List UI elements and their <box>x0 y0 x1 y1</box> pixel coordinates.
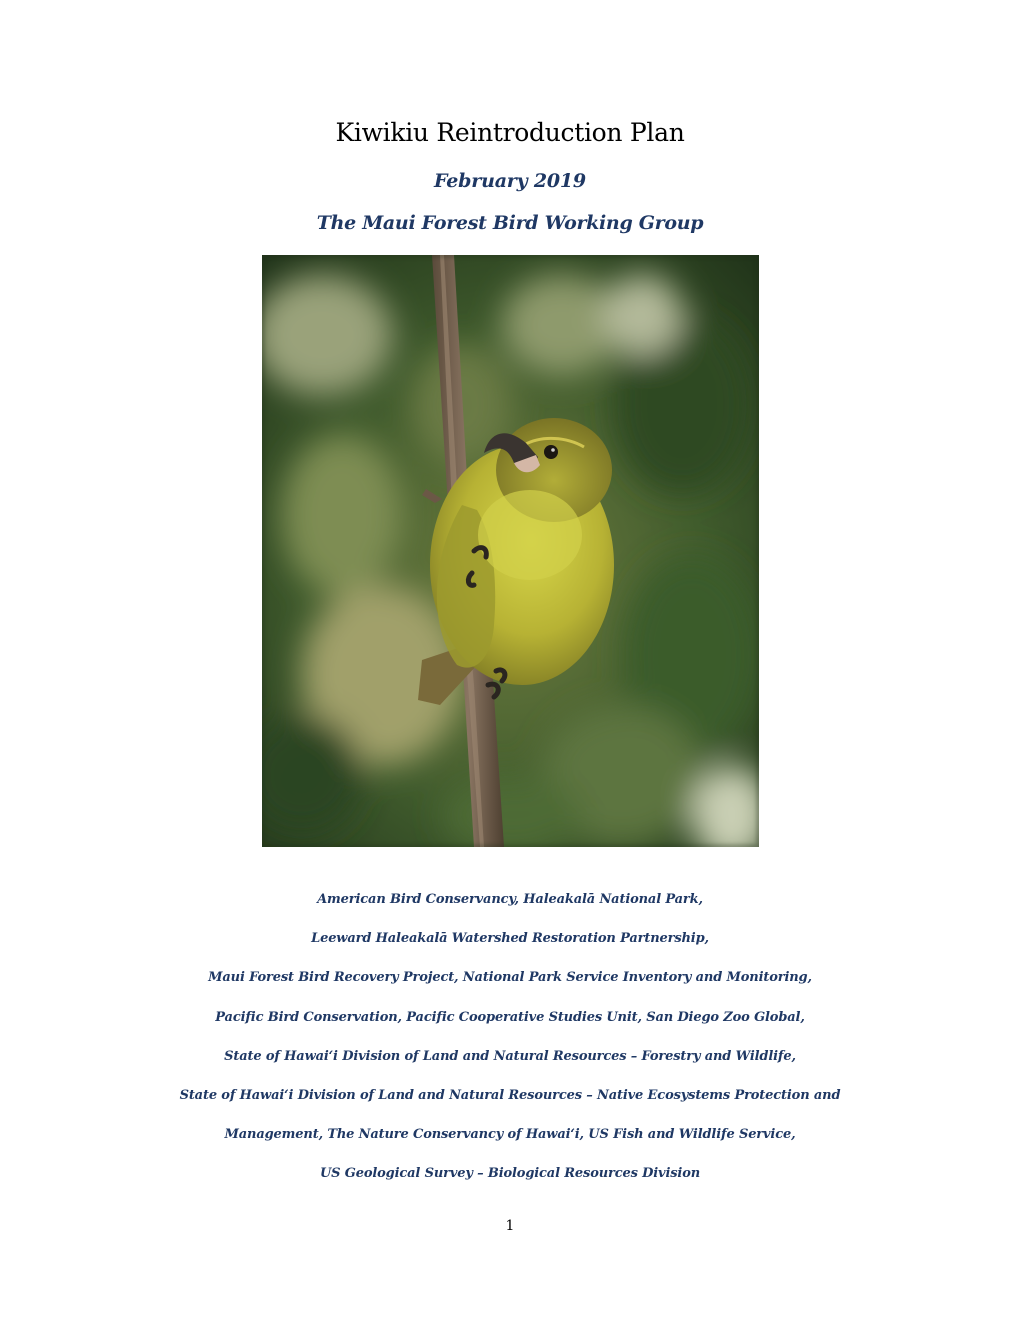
partner-line-6: State of Hawai‘i Division of Land and Natural Resources – Native Ecosystems Protection and <box>179 1088 841 1103</box>
partner-line-2: Leeward Haleakalā Watershed Restoration Partnership, <box>311 931 709 946</box>
author-group: The Maui Forest Bird Working Group <box>316 212 704 234</box>
partner-line-1: American Bird Conservancy, Haleakalā National Park, <box>317 892 703 907</box>
partner-line-4: Pacific Bird Conservation, Pacific Cooperative Studies Unit, San Diego Zoo Global, <box>215 1010 805 1025</box>
document-date: February 2019 <box>434 170 586 192</box>
partner-line-8: US Geological Survey – Biological Resources Division <box>319 1166 701 1181</box>
partner-line-5: State of Hawai‘i Division of Land and Natural Resources – Forestry and Wildlife, <box>224 1049 796 1064</box>
partner-line-7: Management, The Nature Conservancy of Hawai‘i, US Fish and Wildlife Service, <box>224 1127 796 1142</box>
partner-line-3: Maui Forest Bird Recovery Project, National Park Service Inventory and Monitoring, <box>208 970 812 985</box>
bird-photo <box>262 255 759 847</box>
page-number: 1 <box>505 1218 515 1234</box>
document-title: Kiwikiu Reintroduction Plan <box>335 118 685 147</box>
